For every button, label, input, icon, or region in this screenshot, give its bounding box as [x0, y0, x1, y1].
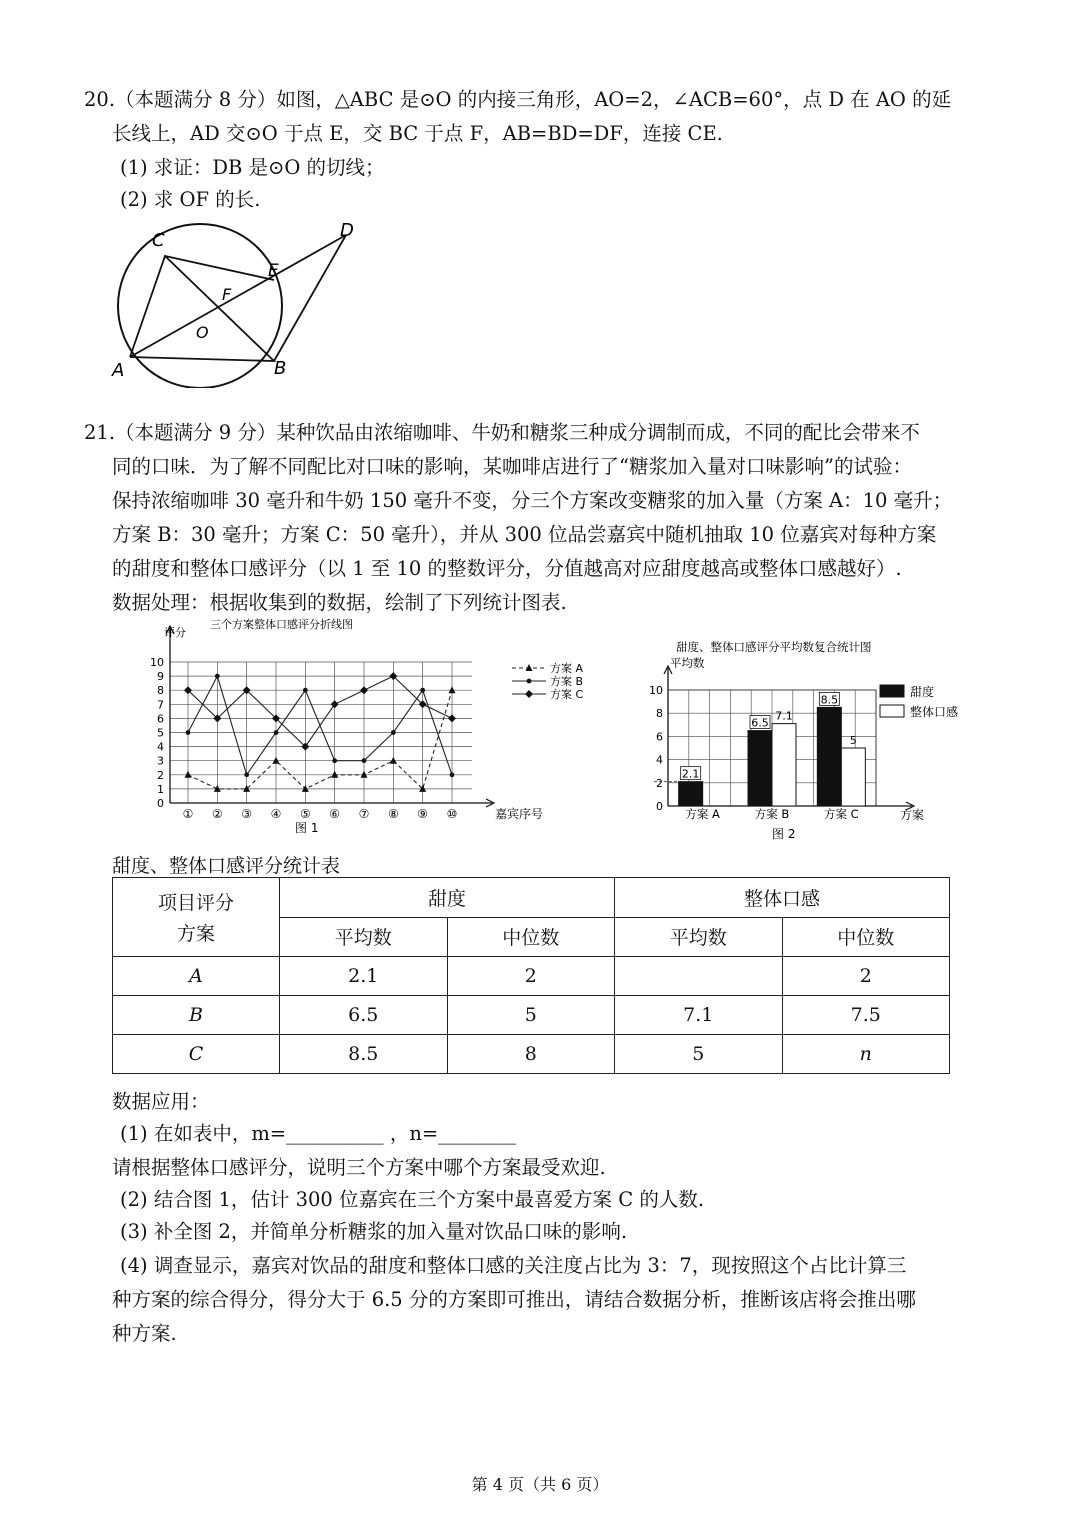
- table-corner: [113, 878, 280, 957]
- app-title: 数据应用：: [112, 1090, 210, 1113]
- chart2-ytick-label: 8: [656, 707, 663, 721]
- q21-line-3: 保持浓缩咖啡 30 毫升和牛奶 150 毫升不变，分三个方案改变糖浆的加入量（方案 A：10 毫升；: [112, 489, 953, 512]
- chart1-ytick-label: 9: [157, 670, 164, 684]
- geometry-figure: [108, 218, 388, 388]
- chart1-point: [214, 785, 221, 792]
- cell: 7.1: [615, 996, 783, 1035]
- label-b: B: [274, 358, 287, 379]
- chart2-bar: [748, 731, 772, 806]
- cell: 2.1: [280, 957, 448, 996]
- chart1-point: [449, 686, 456, 693]
- label-c: C: [152, 230, 165, 251]
- corner-bottom: 方案: [176, 923, 215, 945]
- chart1-xtick-label: ⑥: [329, 807, 341, 821]
- chart1-legend-marker: [527, 679, 532, 684]
- chart2-ylabel: 平均数: [670, 656, 705, 670]
- table-row: [113, 1035, 950, 1074]
- app-line-4: (3) 补全图 2，并简单分析糖浆的加入量对饮品口味的影响.: [120, 1220, 628, 1243]
- chart1-xtick-label: ⑩: [446, 807, 458, 821]
- chart2-bar: [817, 707, 841, 806]
- label-d: D: [340, 220, 354, 241]
- app-line-3: (2) 结合图 1，估计 300 位嘉宾在三个方案中最喜爱方案 C 的人数.: [120, 1188, 705, 1211]
- chart1-xtick-label: ⑨: [417, 807, 429, 821]
- chart1-legend-label: 方案 A: [550, 662, 584, 675]
- chart1-point: [274, 730, 279, 735]
- chart2-data-label: 6.5: [751, 716, 769, 730]
- chart2-xtick-label: 方案 B: [754, 807, 790, 821]
- chart1-xtick-label: ②: [211, 807, 223, 821]
- chart2-data-label: 2.1: [681, 767, 700, 781]
- chart1-ytick-label: 1: [157, 782, 164, 796]
- chart1-point: [362, 758, 367, 763]
- app-line-5: (4) 调查显示，嘉宾对饮品的甜度和整体口感的关注度占比为 3：7，现按照这个占比计算三: [120, 1254, 907, 1277]
- chart2-ytick-label: 6: [656, 730, 663, 744]
- app-line-1: (1) 在如表中，m=__________ ，n=________: [120, 1122, 517, 1145]
- chart2-data-label: 7.1: [775, 709, 793, 723]
- q20-line-2: 长线上，AD 交⊙O 于点 E，交 BC 于点 F，AB=BD=DF，连接 CE.: [112, 122, 723, 145]
- chart-line-fig1: [140, 618, 610, 844]
- chart1-point: [215, 674, 220, 679]
- cell: 2: [447, 957, 615, 996]
- app-line-7: 种方案.: [112, 1322, 177, 1345]
- label-a: A: [112, 360, 125, 381]
- cell: 7.5: [782, 996, 950, 1035]
- chart2-data-label: 5: [849, 734, 857, 747]
- chart1-legend-marker: [525, 690, 533, 698]
- cell: n: [782, 1035, 950, 1074]
- chart2-xlabel: 方案: [900, 808, 925, 822]
- cell: 5: [615, 1035, 783, 1074]
- chart1-point: [450, 772, 455, 777]
- chart1-legend-label: 方案 B: [550, 675, 584, 688]
- plan-cell: C: [113, 1035, 280, 1074]
- label-f: F: [222, 285, 232, 304]
- circle-o: [118, 224, 282, 388]
- chart1-point: [390, 757, 397, 764]
- cell: 8.5: [280, 1035, 448, 1074]
- chart1-title: 三个方案整体口感评分折线图: [210, 618, 353, 631]
- chart2-xtick-label: 方案 C: [823, 807, 859, 821]
- chart1-ytick-label: 4: [157, 740, 164, 754]
- label-o: O: [196, 323, 209, 342]
- chart2-ytick-label: 10: [649, 684, 663, 697]
- chart1-point: [361, 771, 368, 778]
- chart2-legend-swatch: [880, 685, 904, 697]
- chart1-xtick-label: ③: [241, 807, 253, 821]
- chart1-point: [332, 758, 337, 763]
- q21-line-2: 同的口味．为了解不同配比对口味的影响，某咖啡店进行了“糖浆加入量对口味影响”的试验：: [112, 455, 912, 478]
- chart1-point: [186, 730, 191, 735]
- table-row: [113, 996, 950, 1035]
- chart1-point: [331, 700, 339, 708]
- cell: 2: [782, 957, 950, 996]
- header-sweetness: 甜度: [280, 878, 615, 918]
- page-footer: 第 4 页（共 6 页）: [471, 1475, 609, 1494]
- chart1-point: [302, 785, 309, 792]
- corner-top: 项目评分: [157, 892, 234, 914]
- chart2-ytick-label: 0: [656, 800, 663, 813]
- chart1-point: [273, 757, 280, 764]
- cell: 8: [447, 1035, 615, 1074]
- chart1-point: [448, 714, 456, 722]
- table-title: 甜度、整体口感评分统计表: [112, 855, 341, 877]
- chart1-ytick-label: 7: [157, 698, 164, 712]
- cell: 5: [447, 996, 615, 1035]
- chart2-bar: [772, 724, 796, 806]
- line-ce: [165, 256, 274, 280]
- chart1-point: [303, 688, 308, 693]
- chart1-xlabel: 嘉宾序号: [495, 807, 544, 821]
- chart1-point: [244, 772, 249, 777]
- chart2-title: 甜度、整体口感评分平均数复合统计图: [676, 640, 872, 654]
- chart1-point: [185, 771, 192, 778]
- sub-median-sweet: 中位数: [447, 917, 615, 957]
- chart1-xtick-label: ①: [182, 807, 194, 821]
- sub-median-overall: 中位数: [782, 917, 950, 957]
- cell: 6.5: [280, 996, 448, 1035]
- plan-cell: B: [113, 996, 280, 1035]
- chart1-ytick-label: 2: [157, 768, 164, 782]
- q20-part-2: (2) 求 OF 的长.: [120, 188, 261, 211]
- sub-mean-sweet: 平均数: [280, 917, 448, 957]
- chart1-xtick-label: ⑤: [299, 807, 311, 821]
- sub-mean-overall: 平均数: [615, 917, 783, 957]
- chart2-data-label: 8.5: [820, 693, 839, 707]
- chart2-caption: 图 2: [772, 827, 796, 841]
- chart2-bar: [841, 748, 865, 806]
- chart1-ytick-label: 6: [157, 712, 164, 726]
- q21-line-5: 的甜度和整体口感评分（以 1 至 10 的整数评分，分值越高对应甜度越高或整体口感越好）.: [112, 557, 902, 580]
- chart1-ytick-label: 0: [157, 797, 164, 810]
- header-overall: 整体口感: [615, 878, 950, 918]
- q20-part-1: (1) 求证：DB 是⊙O 的切线；: [120, 156, 385, 179]
- chart2-ytick-label: 2: [656, 776, 663, 790]
- q20-line-1: 20.（本题满分 8 分）如图，△ABC 是⊙O 的内接三角形，AO=2，∠ACB=60°，点 D 在 AO 的延: [84, 88, 952, 111]
- app-line-6: 种方案的综合得分，得分大于 6.5 分的方案即可推出，请结合数据分析，推断该店将会推出哪: [112, 1288, 916, 1311]
- chart1-xtick-label: ⑧: [387, 807, 399, 821]
- line-bd: [274, 235, 346, 361]
- chart2-bar: [679, 782, 703, 806]
- q21-line-4: 方案 B：30 毫升；方案 C：50 毫升），并从 300 位品尝嘉宾中随机抽取 10 位嘉宾对每种方案: [112, 523, 937, 546]
- cell: [615, 957, 783, 996]
- app-line-2: 请根据整体口感评分，说明三个方案中哪个方案最受欢迎.: [112, 1156, 606, 1179]
- chart1-xtick-label: ⑦: [358, 807, 370, 821]
- chart1-ylabel: 评分: [164, 626, 186, 639]
- q21-line-1: 21.（本题满分 9 分）某种饮品由浓缩咖啡、牛奶和糖浆三种成分调制而成，不同的配比会带来不: [84, 421, 920, 444]
- table-row: [113, 957, 950, 996]
- chart2-legend-label: 甜度: [910, 685, 935, 699]
- chart1-ytick-label: 5: [157, 726, 164, 740]
- chart1-xtick-label: ④: [270, 807, 282, 821]
- chart1-ytick-label: 3: [157, 754, 164, 768]
- chart1-point: [360, 686, 368, 694]
- chart2-legend-label: 整体口感: [910, 705, 959, 719]
- chart2-legend-swatch: [880, 705, 904, 717]
- stats-table: [112, 877, 950, 1074]
- label-e: E: [268, 261, 279, 281]
- chart2-xtick-label: 方案 A: [685, 807, 720, 821]
- chart1-legend-label: 方案 C: [550, 688, 584, 701]
- chart1-ytick-label: 8: [157, 684, 164, 698]
- q21-line-6: 数据处理：根据收集到的数据，绘制了下列统计图表.: [112, 591, 567, 614]
- chart-bar-fig2: [648, 640, 978, 844]
- chart1-caption: 图 1: [295, 821, 319, 835]
- chart1-point: [391, 730, 396, 735]
- chart2-ytick-label: 4: [656, 753, 663, 767]
- chart1-point: [420, 688, 425, 693]
- line-ad: [130, 235, 346, 357]
- chart1-ytick-label: 10: [150, 656, 164, 669]
- plan-cell: A: [113, 957, 280, 996]
